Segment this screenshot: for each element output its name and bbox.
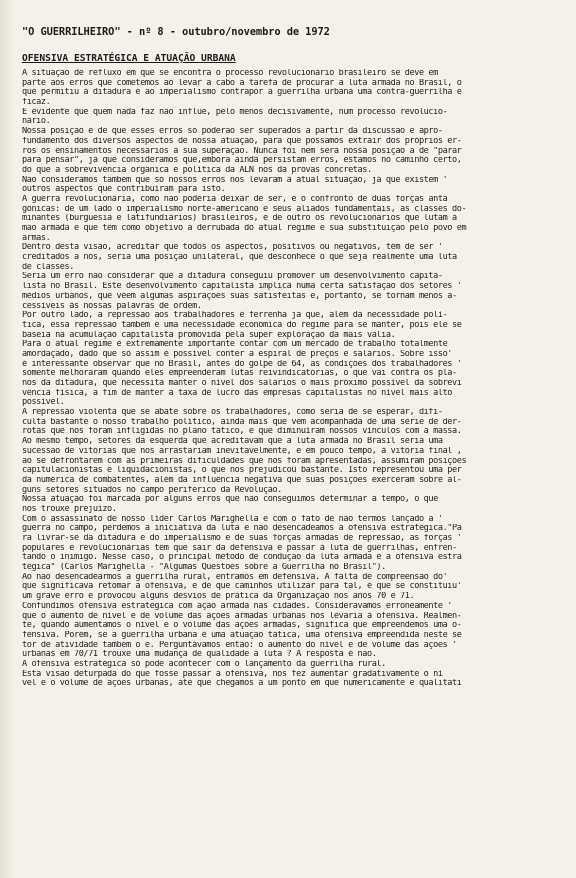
text-line: tégica" (Carlos Marighella - "Algumas Questões sobre a Guerrilha no Brasil").	[22, 563, 386, 573]
text-line: Seria um erro não considerar que a ditadura conseguiu promover um desenvolvimento capita-	[22, 272, 443, 282]
text-line: vência física, a fim de manter a taxa de lucro das empresas capitalistas no nível mais alto	[22, 388, 453, 398]
text-line: A ofensiva estratégica só pode acontecer com o lançamento da guerrilha rural.	[22, 659, 386, 669]
text-line: vel e o volume de ações urbanas, até que chegamos a um ponto em que numericamente e qualitati	[22, 679, 462, 689]
text-line: que significava retomar a ofensiva, e de que caminhos utilizar para tal, é que se constituiu'	[22, 582, 462, 592]
text-line: Não consideramos também que só nossos erros nos levaram à atual situação, já que existem '	[22, 175, 448, 185]
text-line: lista no Brasil. Este desenvolvimento capitalista implica numa certa satisfação dos setores '	[22, 282, 462, 292]
text-line: rotas que nos foram infligidas no plano tático, e que diminuíram nossos vínculos com a massa.	[22, 427, 462, 437]
text-line: Esta visão deturpada do que fosse passar à ofensiva, nos fez aumentar gradativamente o ní	[22, 669, 443, 679]
text-line: amordaçado, dado que só assim é possível conter a espiral de preços e salários. Sobre isso'	[22, 349, 453, 359]
text-line: ros os ensinamentos necessários à sua superação. Nunca foi nem será nossa posição a de "parar	[22, 146, 462, 156]
text-line: Ao não desencadearmos a guerrilha rural, entramos em defensiva. A falta de compreensão do'	[22, 572, 448, 582]
text-line: do que a sobrevivência orgânica e política da ALN nos dá provas concretas.	[22, 165, 372, 175]
text-line: É evidente que quem nada faz não influe, pelo menos decisivamente, num processo revolucio-	[22, 107, 448, 117]
text-line: armas.	[22, 233, 51, 243]
text-line: nos da ditadura, que necessita manter o nível dos salários o mais próximo possível da sobrevi	[22, 379, 462, 388]
text-line: tando o inimigo. Nesse caso, o principal método de condução da luta armada é a ofensiva estra	[22, 553, 462, 563]
text-line: A guerra revolucionária, como não poderia deixar de ser, é o confronto de duas forças anta	[22, 194, 448, 204]
article-body	[22, 69, 556, 689]
text-line: mão armada e que têm como objetivo a derrubada do atual regime e sua substituição pelo povo em	[22, 224, 467, 233]
text-line: tor de atividade também o é. Perguntávamos então: o aumento do nível e de volume das ações '	[22, 640, 457, 650]
text-line: creditados a nós, seria uma posição unilateral, que desconhece o que seja realmente uma luta	[22, 253, 457, 263]
text-line: fundamento dos diversos aspectos de nossa atuação, para que possamos extrair dos próprios er-	[22, 136, 462, 146]
text-line: tica, essa repressão também é uma necessidade econômica do regime para se manter, pois ele se	[22, 320, 462, 330]
text-line: Com o assassinato de nosso líder Carlos Marighella e com o fato de não termos lançado a '	[22, 514, 443, 524]
page-fold-shadow	[0, 0, 14, 878]
text-line: Confundimos ofensiva estratégica com ação armada nas cidades. Considerávamos erroneamente '	[22, 601, 453, 611]
text-line: Para o atual regime é extremamente importante contar com um mercado de trabalho totalmente	[22, 340, 448, 350]
text-line: ra livrar-se da ditadura e do imperialismo e de suas forças armadas de repressão, as forças '	[22, 534, 462, 543]
text-line: que o aumento de nível e de volume das ações armadas urbanas nos levaria à ofensiva. Realmen-	[22, 611, 462, 621]
text-line: culta bastante o nosso trabalho político, ainda mais que vem acompanhada de uma série de der-	[22, 417, 462, 427]
text-line: possível.	[22, 398, 65, 408]
article-title: OFENSIVA ESTRATÉGICA E ATUAÇÃO URBANA	[22, 53, 236, 64]
text-line: Por outro lado, a repressão aos trabalhadores é ferrenha já que, além da necessidade polí-	[22, 311, 448, 321]
text-line: ao se defrontarem com as primeiras dificuldades que nos foram apresentadas, assumiram posições	[22, 456, 467, 466]
text-line: fensiva. Porém, se a guerrilha urbana é uma atuação tática, uma ofensiva empreendida neste se	[22, 630, 462, 640]
text-line: Ao mesmo tempo, setores da esquerda que acreditavam que a luta armada no Brasil seria uma	[22, 437, 443, 447]
text-line: nário.	[22, 117, 51, 127]
text-line: Dentro desta visão, acreditar que todos os aspectos, positivos ou negativos, têm de ser '	[22, 243, 443, 253]
text-line: guerra no campo, perdemos a iniciativa da luta e não desencadeamos a ofensiva estratégica."Pa	[22, 524, 462, 534]
text-line: outros aspectos que contribuíram para isto.	[22, 185, 226, 195]
text-line: de classes.	[22, 262, 74, 272]
newsletter-header: "O GUERRILHEIRO" - nº 8 - outubro/novembro de 1972	[22, 26, 330, 38]
text-line: ficaz.	[22, 98, 51, 108]
text-line: baseia na acumulação capitalista promovida pela super exploração da mais valia.	[22, 330, 396, 340]
text-line: um grave erro e provocou alguns desvios de prática da Organização nos anos 70 e 71.	[22, 592, 415, 602]
text-line: é interessante observar que no Brasil, antes do golpe de 64, as condições dos trabalhadores '	[22, 359, 462, 369]
text-line: gônicas: de um lado o imperialismo norte-americano e seus aliados fundamentais, as classes do-	[22, 204, 467, 214]
text-line: para pensar", já que consideramos que,embora ainda persistam erros, estamos no caminho certo,	[22, 156, 462, 166]
text-line: capitulacionistas e liquidacionistas, o que nos prejudicou bastante. Isto representou uma per	[22, 466, 462, 476]
text-line: populares e revolucionárias têm que sair da defensiva e passar à luta de guerrilhas, enfren-	[22, 543, 457, 553]
text-line: cessíveis às nossas palavras de ordem.	[22, 301, 202, 311]
text-line: Nossa atuação foi marcada por alguns erros que não conseguimos determinar a tempo, o que	[22, 495, 438, 505]
text-line: te, quando aumentamos o nível e o volume das ações armadas, significa que empreendemos uma o-	[22, 621, 462, 631]
text-line: urbanas em 70/71 trouxe uma mudança de qualidade à luta ? A resposta é não.	[22, 650, 377, 660]
text-line: Nossa posição é de que esses erros só poderão ser superados a partir da discussão e apro-	[22, 127, 443, 137]
text-line: A repressão violenta que se abate sobre os trabalhadores, como seria de se esperar, difi-	[22, 408, 443, 418]
text-line: que permitiu à ditadura e ao imperialismo contrapor à guerrilha urbana uma contra-guerrilha e	[22, 88, 462, 98]
text-line: guns setores situados no campo periférico da Revolução.	[22, 485, 282, 495]
text-line: somente melhoraram quando eles empreenderam lutas reivindicatórias, o que vai contra os pla-	[22, 369, 457, 379]
text-line: da numérica de combatentes, além da influência negativa que suas posições exerceram sobre al-	[22, 475, 462, 485]
text-line: parte aos erros que cometemos ao levar a cabo a tarefa de procurar a luta armada no Brasil, o	[22, 78, 462, 88]
text-line: médios urbanos, que vêem algumas aspirações suas satisfeitas e, portanto, se tornam menos a-	[22, 291, 457, 301]
text-line: minantes (burguesia e latifundiários) brasileiros, e de outro os revolucionários que lutam à	[22, 214, 457, 224]
text-line: A situação de refluxo em que se encontra o processo revolucionário brasileiro se deve em	[22, 69, 438, 78]
text-line: nos trouxe prejuízo.	[22, 504, 117, 514]
text-line: sucessão de vitórias que nos arrastariam inevitavelmente, e em pouco tempo, à vitória final ,	[22, 446, 462, 456]
